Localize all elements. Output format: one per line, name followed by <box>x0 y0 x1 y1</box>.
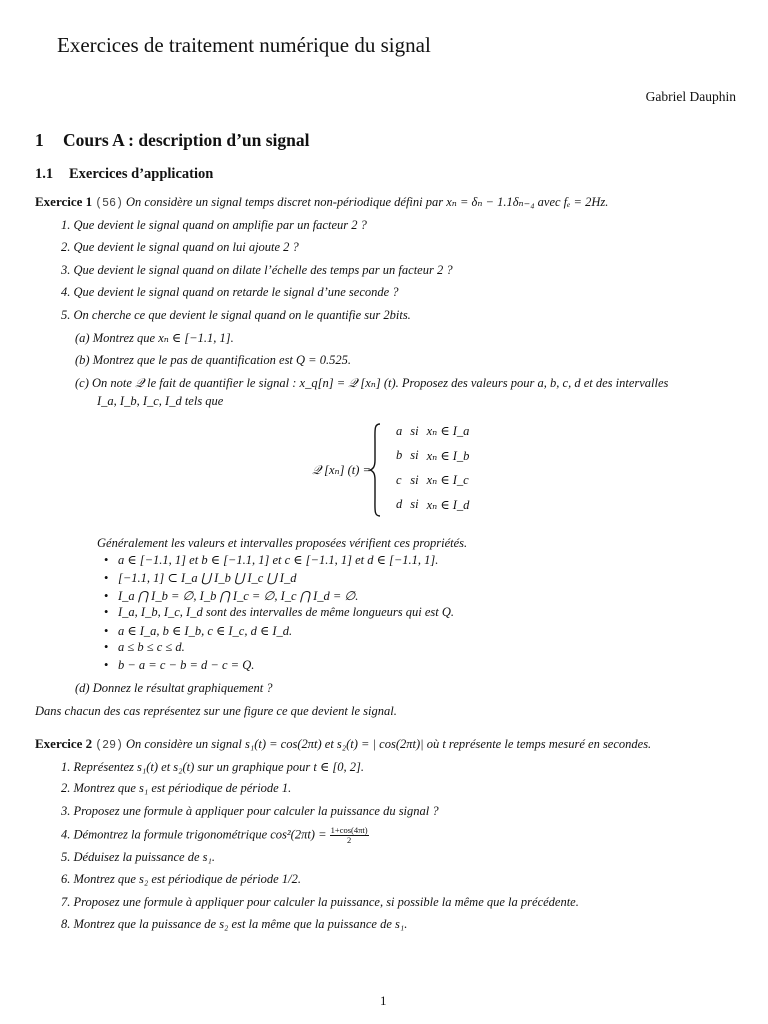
fraction-denominator: 2 <box>347 835 352 845</box>
case-condition: xₙ ∈ I_c <box>426 473 469 488</box>
subsection-title: Exercices d’application <box>69 166 214 182</box>
author-name: Gabriel Dauphin <box>645 89 736 104</box>
exercise-2-intro <box>35 736 651 752</box>
ex2-item-2: 2. Montrez que s₁ est périodique de période 1. <box>61 781 292 795</box>
case-row <box>392 493 473 518</box>
exercise-1-label: Exercice 1 <box>35 194 93 209</box>
ex1-item-5: 5. On cherche ce que devient le signal quand on le quantifie sur 2bits. <box>61 308 411 322</box>
case-value: d <box>396 497 403 512</box>
case-condition: xₙ ∈ I_d <box>426 497 470 512</box>
cases-table <box>392 419 473 517</box>
bullet-item <box>104 588 358 604</box>
ex2-item-8: 8. Montrez que la puissance de s₂ est la même que la puissance de s₁. <box>61 917 408 931</box>
exercise-1-statement: On considère un signal temps discret non-périodique défini par xₙ = δₙ − 1.1δₙ₋₄ avec fₑ = 2Hz. <box>126 195 609 209</box>
bullet-dot: • <box>104 553 109 567</box>
left-brace <box>368 422 382 518</box>
bullet-text: I_a, I_b, I_c, I_d sont des intervalles de même longueurs qui est Q. <box>118 605 455 619</box>
bullet-text: b − a = c − b = d − c = Q. <box>118 658 255 672</box>
subsection-number: 1.1 <box>35 166 54 182</box>
ex1-sub-b: (b) Montrez que le pas de quantification est Q = 0.525. <box>75 353 351 367</box>
exercise-1-code: (56) <box>95 197 123 210</box>
bullet-dot: • <box>104 624 109 638</box>
bullet-dot: • <box>104 571 109 585</box>
subsection-heading <box>35 166 213 183</box>
case-value: b <box>396 448 403 463</box>
section-title: Cours A : description d’un signal <box>63 130 310 150</box>
case-si: si <box>410 423 419 438</box>
case-si: si <box>410 472 419 487</box>
ex1-item-1: 1. Que devient le signal quand on amplifie par un facteur 2 ? <box>61 218 367 232</box>
document-title: Exercices de traitement numérique du signal <box>57 33 431 57</box>
bullet-text: I_a ⋂ I_b = ∅, I_b ⋂ I_c = ∅, I_c ⋂ I_d = ∅. <box>118 589 359 603</box>
case-row <box>392 468 473 493</box>
bullet-text: [−1.1, 1] ⊂ I_a ⋃ I_b ⋃ I_c ⋃ I_d <box>118 571 297 585</box>
page-number: 1 <box>380 993 387 1008</box>
exercise-2-label: Exercice 2 <box>35 736 93 751</box>
case-condition: xₙ ∈ I_b <box>426 448 470 463</box>
ex1-item-4: 4. Que devient le signal quand on retarde le signal d’une seconde ? <box>61 285 399 299</box>
ex1-sub-d: (d) Donnez le résultat graphiquement ? <box>75 681 273 695</box>
bullet-text: a ∈ [−1.1, 1] et b ∈ [−1.1, 1] et c ∈ [−1.1, 1] et d ∈ [−1.1, 1]. <box>118 553 439 567</box>
fraction <box>330 826 369 845</box>
ex2-item-4 <box>61 826 369 845</box>
bullet-item <box>104 552 438 568</box>
case-value: c <box>396 472 402 487</box>
bullet-item <box>104 658 254 673</box>
bullet-dot: • <box>104 640 109 654</box>
case-si: si <box>410 497 419 512</box>
ex2-item-7: 7. Proposez une formule à appliquer pour calculer la puissance, si possible la même que la précédente. <box>61 895 579 909</box>
ex2-item-5: 5. Déduisez la puissance de s₁. <box>61 850 215 864</box>
bullet-item <box>104 605 454 620</box>
bullet-item <box>104 640 185 655</box>
exercise-1-intro <box>35 194 608 210</box>
case-value: a <box>396 423 403 438</box>
fraction-numerator: 1+cos(4πt) <box>330 825 368 835</box>
ex2-item-1: 1. Représentez s₁(t) et s₂(t) sur un graphique pour t ∈ [0, 2]. <box>61 760 364 774</box>
bullet-text: a ∈ I_a, b ∈ I_b, c ∈ I_c, d ∈ I_d. <box>118 624 293 638</box>
case-row <box>392 419 473 444</box>
bullet-dot: • <box>104 605 109 619</box>
case-si: si <box>410 448 419 463</box>
bullet-item <box>104 623 292 639</box>
equation-lhs: 𝒬 [xₙ] (t) = <box>312 463 371 477</box>
exercise-2-code: (29) <box>95 739 123 752</box>
case-row <box>392 444 473 469</box>
exercise-2-statement: On considère un signal s₁(t) = cos(2πt) et s₂(t) = | cos(2πt)| où t représente le temps mesuré en secondes. <box>126 737 652 751</box>
bullet-dot: • <box>104 658 109 672</box>
ex2-item-3: 3. Proposez une formule à appliquer pour calculer la puissance du signal ? <box>61 804 439 818</box>
ex1-generally: Généralement les valeurs et intervalles proposées vérifient ces propriétés. <box>97 536 468 550</box>
ex1-item-3: 3. Que devient le signal quand on dilate l’échelle des temps par un facteur 2 ? <box>61 263 453 277</box>
ex1-sub-c-line2: I_a, I_b, I_c, I_d tels que <box>97 394 224 408</box>
ex2-item-4-text: 4. Démontrez la formule trigonométrique cos²(2πt) = <box>61 827 327 842</box>
ex1-sub-c-line1: (c) On note 𝒬 le fait de quantifier le signal : x_q[n] = 𝒬 [xₙ] (t). Proposez des valeurs pour a, b, c, d et des intervalles <box>75 376 669 390</box>
section-number: 1 <box>35 130 44 150</box>
ex1-item-2: 2. Que devient le signal quand on lui ajoute 2 ? <box>61 240 299 254</box>
bullet-item <box>104 570 296 586</box>
section-heading <box>35 130 310 151</box>
case-condition: xₙ ∈ I_a <box>426 424 470 439</box>
ex1-closing: Dans chacun des cas représentez sur une figure ce que devient le signal. <box>35 704 397 718</box>
ex2-item-6: 6. Montrez que s₂ est périodique de période 1/2. <box>61 872 301 886</box>
bullet-text: a ≤ b ≤ c ≤ d. <box>118 640 185 654</box>
ex1-sub-a: (a) Montrez que xₙ ∈ [−1.1, 1]. <box>75 331 234 345</box>
bullet-dot: • <box>104 589 109 603</box>
